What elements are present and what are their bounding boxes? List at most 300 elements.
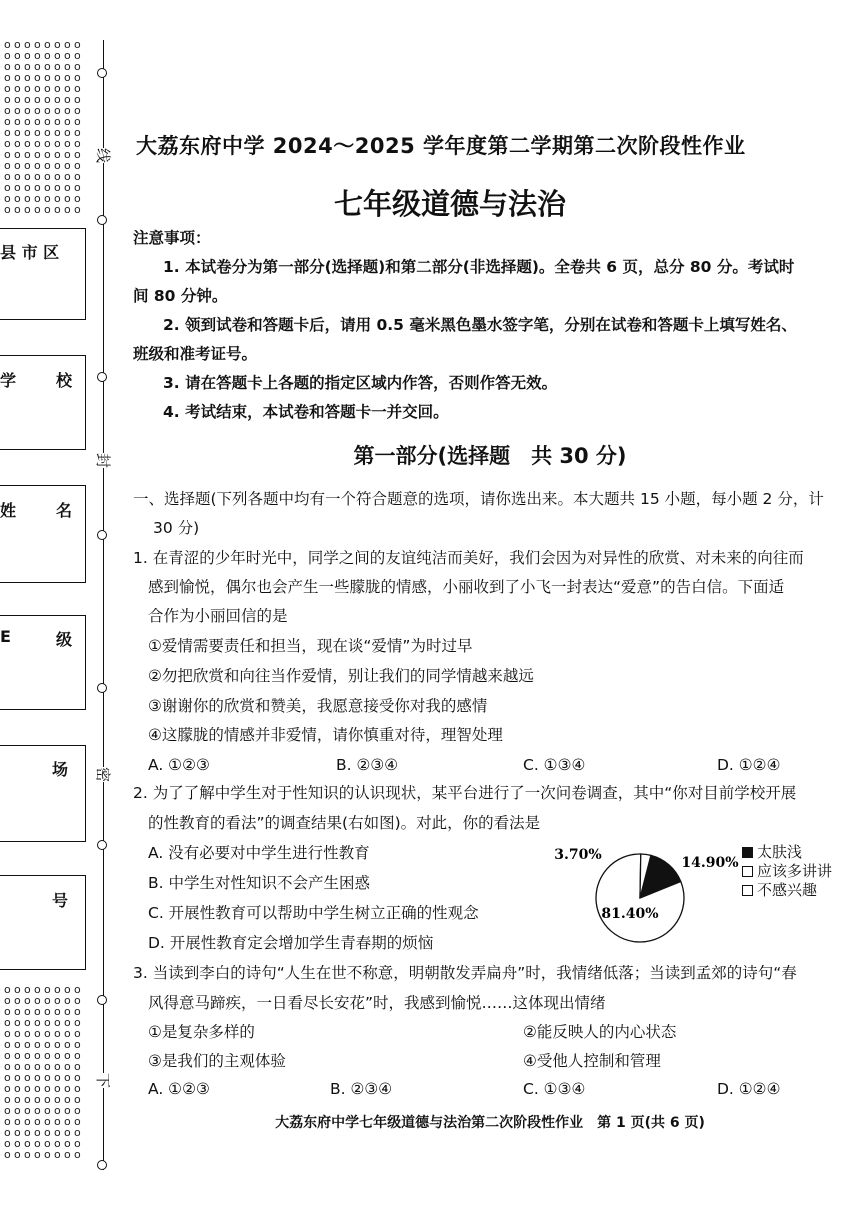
seal-hole: o (64, 1126, 71, 1139)
seal-hole: o (14, 1071, 21, 1084)
seal-hole: o (64, 148, 71, 161)
seal-hole: o (4, 1038, 11, 1051)
pie-label-1: 81.40% (601, 906, 659, 922)
seal-hole: o (74, 126, 81, 139)
seal-hole: o (24, 1104, 31, 1117)
seal-hole: o (4, 1126, 11, 1139)
seal-hole: o (34, 1082, 41, 1095)
seal-hole: o (14, 1093, 21, 1106)
seal-hole: o (64, 1093, 71, 1106)
seal-hole: o (24, 71, 31, 84)
seal-hole: o (24, 1137, 31, 1150)
seal-hole: o (44, 170, 51, 183)
seal-hole: o (4, 159, 11, 172)
seal-hole: o (54, 71, 61, 84)
seal-hole: o (4, 115, 11, 128)
q3-item: ①是复杂多样的 (148, 1023, 255, 1041)
seal-hole: o (64, 1038, 71, 1051)
seal-hole: o (34, 203, 41, 216)
field-label-county: 县 市 区 (0, 243, 60, 262)
seal-hole: o (4, 192, 11, 205)
seal-hole: o (4, 148, 11, 161)
seal-hole: o (4, 126, 11, 139)
seal-hole: o (74, 1093, 81, 1106)
seal-hole: o (74, 1049, 81, 1062)
seal-hole: o (34, 1104, 41, 1117)
seal-hole: o (74, 1126, 81, 1139)
seal-hole: o (44, 1148, 51, 1161)
seal-hole: o (34, 1093, 41, 1106)
seal-hole: o (74, 1148, 81, 1161)
seal-hole: o (14, 82, 21, 95)
field-box-room[interactable] (0, 745, 86, 842)
seal-hole: o (14, 1115, 21, 1128)
seal-hole: o (34, 1060, 41, 1073)
seal-hole: o (64, 137, 71, 150)
field-label-seat: 号 (52, 891, 69, 910)
seal-hole: o (44, 1126, 51, 1139)
field-box-class[interactable] (0, 615, 86, 710)
field-label-name-a: 姓 (0, 501, 17, 520)
seal-hole: o (4, 60, 11, 73)
seal-hole: o (64, 1115, 71, 1128)
seal-hole: o (4, 1060, 11, 1073)
seal-circle (97, 995, 107, 1005)
seal-hole: o (54, 82, 61, 95)
seal-hole: o (74, 1071, 81, 1084)
seal-hole: o (44, 148, 51, 161)
seal-hole: o (44, 1093, 51, 1106)
seal-hole: o (24, 1071, 31, 1084)
seal-hole: o (74, 203, 81, 216)
seal-hole: o (34, 82, 41, 95)
q1-stem: 感到愉悦，偶尔也会产生一些朦胧的情感，小丽收到了小飞一封表达“爱意”的告白信。下面适 (148, 578, 785, 596)
seal-hole: o (14, 1049, 21, 1062)
seal-hole: o (44, 71, 51, 84)
notice-line: 4. 考试结束，本试卷和答题卡一并交回。 (163, 403, 449, 421)
seal-hole: o (24, 1115, 31, 1128)
seal-hole: o (4, 203, 11, 216)
legend-item: 应该多讲讲 (742, 862, 832, 881)
seal-hole: o (34, 159, 41, 172)
seal-hole: o (54, 148, 61, 161)
seal-hole: o (44, 1049, 51, 1062)
q3-option-a[interactable]: A. ①②③ (148, 1080, 210, 1098)
school-title: 大荔东府中学 2024～2025 学年度第二学期第二次阶段性作业 (136, 134, 746, 158)
seal-hole: o (54, 60, 61, 73)
seal-hole: o (4, 181, 11, 194)
seal-hole: o (74, 1115, 81, 1128)
seal-hole: o (44, 181, 51, 194)
seal-hole: o (14, 181, 21, 194)
seal-hole: o (34, 1148, 41, 1161)
seal-hole: o (24, 104, 31, 117)
seal-hole: o (34, 38, 41, 51)
q3-stem: 风得意马蹄疾，一日看尽长安花”时，我感到愉悦……这体现出情绪 (148, 994, 606, 1012)
seal-hole: o (54, 1148, 61, 1161)
seal-hole: o (54, 38, 61, 51)
seal-hole: o (54, 1093, 61, 1106)
seal-hole: o (54, 1137, 61, 1150)
seal-hole: o (44, 93, 51, 106)
seal-hole: o (64, 82, 71, 95)
seal-hole: o (24, 115, 31, 128)
seal-hole: o (24, 82, 31, 95)
seal-hole: o (34, 1038, 41, 1051)
seal-hole: o (44, 1104, 51, 1117)
seal-hole: o (74, 38, 81, 51)
seal-hole: o (34, 181, 41, 194)
seal-hole: o (54, 104, 61, 117)
seal-hole: o (4, 1005, 11, 1018)
seal-hole: o (44, 1016, 51, 1029)
q3-stem: 3. 当读到李白的诗句“人生在世不称意，明朝散发弄扁舟”时，我情绪低落；当读到孟郊的诗句“春 (133, 964, 797, 982)
seal-hole: o (54, 1082, 61, 1095)
seal-hole: o (64, 1049, 71, 1062)
pie-label-0: 14.90% (681, 855, 739, 871)
seal-hole: o (34, 1071, 41, 1084)
seal-hole: o (54, 203, 61, 216)
seal-hole: o (54, 93, 61, 106)
seal-hole: o (64, 203, 71, 216)
seal-hole: o (24, 1093, 31, 1106)
seal-hole: o (4, 994, 11, 1007)
seal-hole: o (74, 1104, 81, 1117)
seal-hole: o (14, 1137, 21, 1150)
seal-hole: o (24, 137, 31, 150)
seal-hole: o (74, 1038, 81, 1051)
seal-hole: o (14, 104, 21, 117)
q1-item: ①爱情需要责任和担当，现在谈“爱情”为时过早 (148, 637, 473, 655)
seal-hole: o (54, 1016, 61, 1029)
seal-hole: o (4, 93, 11, 106)
section-instruction: 30 分) (153, 519, 200, 537)
seal-holes-bottom (0, 985, 84, 1160)
seal-char-xia: 下 (94, 1072, 113, 1089)
seal-hole: o (34, 1049, 41, 1062)
seal-hole: o (74, 137, 81, 150)
seal-hole: o (44, 82, 51, 95)
legend-swatch (742, 866, 753, 877)
seal-hole: o (24, 994, 31, 1007)
q1-item: ②勿把欣赏和向往当作爱情，别让我们的同学情越来越远 (148, 667, 534, 685)
legend-item: 太肤浅 (742, 843, 832, 862)
notice-heading: 注意事项： (133, 229, 211, 247)
seal-hole: o (24, 1082, 31, 1095)
seal-hole: o (34, 1016, 41, 1029)
seal-hole: o (44, 38, 51, 51)
seal-hole: o (74, 1137, 81, 1150)
seal-hole: o (44, 994, 51, 1007)
seal-hole: o (64, 192, 71, 205)
seal-hole: o (34, 1137, 41, 1150)
seal-hole: o (74, 1027, 81, 1040)
seal-hole: o (54, 126, 61, 139)
seal-hole: o (14, 1038, 21, 1051)
seal-hole: o (14, 1016, 21, 1029)
seal-hole: o (64, 994, 71, 1007)
notice-line: 间 80 分钟。 (133, 287, 228, 305)
seal-hole: o (54, 994, 61, 1007)
seal-circle (97, 683, 107, 693)
seal-char-feng: 封 (94, 452, 113, 469)
seal-hole: o (54, 983, 61, 996)
seal-hole: o (54, 1071, 61, 1084)
pie-chart (554, 840, 750, 950)
seal-hole: o (44, 137, 51, 150)
seal-hole: o (74, 994, 81, 1007)
seal-hole: o (54, 1027, 61, 1040)
seal-hole: o (34, 137, 41, 150)
seal-hole: o (34, 93, 41, 106)
seal-hole: o (24, 181, 31, 194)
q1-item: ④这朦胧的情感并非爱情，请你慎重对待，理智处理 (148, 726, 503, 744)
seal-hole: o (14, 1126, 21, 1139)
q3-item: ②能反映人的内心状态 (523, 1023, 677, 1041)
seal-hole: o (24, 983, 31, 996)
seal-hole: o (24, 38, 31, 51)
seal-hole: o (44, 1137, 51, 1150)
seal-hole: o (24, 148, 31, 161)
seal-hole: o (44, 203, 51, 216)
seal-hole: o (64, 181, 71, 194)
seal-hole: o (24, 1148, 31, 1161)
seal-hole: o (54, 1115, 61, 1128)
seal-hole: o (14, 203, 21, 216)
seal-hole: o (24, 1038, 31, 1051)
seal-hole: o (64, 170, 71, 183)
section-instruction: 一、选择题(下列各题中均有一个符合题意的选项，请你选出来。本大题共 15 小题，每小题 2 分，计 (133, 490, 824, 508)
seal-hole: o (24, 1027, 31, 1040)
seal-hole: o (14, 159, 21, 172)
seal-hole: o (54, 1060, 61, 1073)
seal-hole: o (64, 1071, 71, 1084)
seal-hole: o (34, 170, 41, 183)
q3-item: ③是我们的主观体验 (148, 1052, 286, 1070)
seal-hole: o (74, 181, 81, 194)
q2-stem: 2. 为了了解中学生对于性知识的认识现状，某平台进行了一次问卷调查，其中“你对目前学校开展 (133, 784, 797, 802)
seal-hole: o (54, 1038, 61, 1051)
seal-hole: o (24, 159, 31, 172)
seal-hole: o (54, 1005, 61, 1018)
seal-hole: o (34, 115, 41, 128)
seal-hole: o (4, 1082, 11, 1095)
seal-hole: o (74, 1082, 81, 1095)
seal-hole: o (44, 126, 51, 139)
seal-hole: o (14, 1082, 21, 1095)
seal-hole: o (74, 1016, 81, 1029)
seal-hole: o (24, 192, 31, 205)
q3-option-c[interactable]: C. ①③④ (523, 1080, 586, 1098)
q1-stem: 1. 在青涩的少年时光中，同学之间的友谊纯洁而美好，我们会因为对异性的欣赏、对未来的向往而 (133, 549, 804, 567)
section-title: 第一部分(选择题 共 30 分) (353, 444, 627, 468)
seal-hole: o (64, 104, 71, 117)
seal-hole: o (24, 1126, 31, 1139)
seal-hole: o (64, 1027, 71, 1040)
seal-hole: o (74, 115, 81, 128)
seal-hole: o (74, 93, 81, 106)
notice-line: 2. 领到试卷和答题卡后，请用 0.5 毫米黑色墨水签字笔，分别在试卷和答题卡上填写姓名、 (163, 316, 797, 334)
q3-item: ④受他人控制和管理 (523, 1052, 661, 1070)
seal-hole: o (34, 60, 41, 73)
seal-circle (97, 530, 107, 540)
seal-hole: o (74, 983, 81, 996)
seal-hole: o (34, 104, 41, 117)
seal-hole: o (64, 1082, 71, 1095)
q3-option-d[interactable]: D. ①②④ (717, 1080, 781, 1098)
seal-hole: o (64, 1104, 71, 1117)
seal-hole: o (64, 983, 71, 996)
q1-item: ③谢谢你的欣赏和赞美，我愿意接受你对我的感情 (148, 697, 488, 715)
seal-hole: o (64, 71, 71, 84)
seal-hole: o (44, 1115, 51, 1128)
seal-hole: o (14, 1005, 21, 1018)
q1-stem: 合作为小丽回信的是 (148, 607, 288, 625)
seal-hole: o (4, 104, 11, 117)
seal-hole: o (14, 1027, 21, 1040)
seal-hole: o (34, 1005, 41, 1018)
seal-hole: o (14, 60, 21, 73)
seal-hole: o (54, 1104, 61, 1117)
field-label-school-b: 校 (56, 371, 73, 390)
seal-hole: o (4, 1027, 11, 1040)
seal-hole: o (64, 49, 71, 62)
seal-hole: o (74, 104, 81, 117)
seal-hole: o (24, 203, 31, 216)
seal-hole: o (64, 38, 71, 51)
q2-option[interactable]: C. 开展性教育可以帮助中学生树立正确的性观念 (148, 904, 479, 922)
seal-hole: o (54, 1126, 61, 1139)
seal-hole: o (54, 137, 61, 150)
q2-option[interactable]: D. 开展性教育定会增加学生青春期的烦恼 (148, 934, 434, 952)
seal-hole: o (4, 1148, 11, 1161)
seal-hole: o (4, 1071, 11, 1084)
seal-circle (97, 68, 107, 78)
seal-hole: o (14, 126, 21, 139)
seal-hole: o (4, 49, 11, 62)
legend-item: 不感兴趣 (742, 881, 832, 900)
seal-circle (97, 840, 107, 850)
seal-hole: o (34, 148, 41, 161)
pie-label-2: 3.70% (554, 847, 602, 863)
notice-line: 班级和准考证号。 (133, 345, 258, 363)
q2-stem: 的性教育的看法”的调查结果(右如图)。对此，你的看法是 (148, 814, 541, 832)
seal-hole: o (74, 82, 81, 95)
pie-legend (742, 843, 832, 900)
seal-hole: o (34, 983, 41, 996)
seal-hole: o (24, 49, 31, 62)
seal-circle (97, 372, 107, 382)
seal-hole: o (44, 104, 51, 117)
seal-hole: o (34, 1027, 41, 1040)
seal-hole: o (24, 93, 31, 106)
seal-hole: o (14, 115, 21, 128)
seal-hole: o (14, 1148, 21, 1161)
seal-hole: o (64, 1005, 71, 1018)
seal-hole: o (64, 60, 71, 73)
seal-hole: o (14, 192, 21, 205)
seal-hole: o (44, 1027, 51, 1040)
seal-hole: o (34, 49, 41, 62)
seal-hole: o (4, 1049, 11, 1062)
q3-option-b[interactable]: B. ②③④ (330, 1080, 393, 1098)
field-box-seat[interactable] (0, 875, 86, 970)
seal-hole: o (4, 71, 11, 84)
seal-hole: o (44, 1071, 51, 1084)
seal-hole: o (34, 1115, 41, 1128)
seal-hole: o (14, 1104, 21, 1117)
seal-hole: o (14, 71, 21, 84)
seal-hole: o (54, 115, 61, 128)
q1-option-d[interactable]: D. ①②④ (717, 756, 781, 774)
q2-option[interactable]: A. 没有必要对中学生进行性教育 (148, 844, 370, 862)
q1-option-a[interactable]: A. ①②③ (148, 756, 210, 774)
seal-hole: o (4, 1104, 11, 1117)
seal-hole: o (54, 49, 61, 62)
seal-hole: o (24, 1049, 31, 1062)
q1-option-b[interactable]: B. ②③④ (336, 756, 399, 774)
seal-hole: o (34, 126, 41, 139)
field-label-class-a: E (0, 627, 11, 646)
seal-hole: o (64, 126, 71, 139)
seal-hole: o (34, 71, 41, 84)
seal-hole: o (64, 93, 71, 106)
q2-option[interactable]: B. 中学生对性知识不会产生困惑 (148, 874, 370, 892)
field-label-school-a: 学 (0, 371, 17, 390)
seal-hole: o (34, 994, 41, 1007)
seal-hole: o (24, 60, 31, 73)
seal-hole: o (74, 60, 81, 73)
seal-hole: o (24, 1060, 31, 1073)
seal-hole: o (74, 1060, 81, 1073)
seal-hole: o (64, 159, 71, 172)
notice-line: 3. 请在答题卡上各题的指定区域内作答，否则作答无效。 (163, 374, 558, 392)
seal-hole: o (74, 49, 81, 62)
seal-hole: o (14, 49, 21, 62)
seal-hole: o (14, 137, 21, 150)
seal-hole: o (74, 170, 81, 183)
seal-char-mi: 密 (94, 766, 113, 783)
seal-hole: o (4, 1016, 11, 1029)
seal-hole: o (4, 1093, 11, 1106)
seal-hole: o (54, 170, 61, 183)
seal-circle (97, 1160, 107, 1170)
seal-hole: o (4, 1137, 11, 1150)
seal-hole: o (4, 38, 11, 51)
seal-hole: o (44, 1038, 51, 1051)
seal-hole: o (34, 1126, 41, 1139)
seal-hole: o (14, 994, 21, 1007)
q1-option-c[interactable]: C. ①③④ (523, 756, 586, 774)
field-label-room: 场 (52, 760, 69, 779)
seal-hole: o (44, 1005, 51, 1018)
seal-hole: o (44, 159, 51, 172)
legend-swatch (742, 885, 753, 896)
seal-hole: o (4, 170, 11, 183)
legend-swatch (742, 847, 753, 858)
seal-hole: o (44, 1060, 51, 1073)
seal-hole: o (64, 1137, 71, 1150)
seal-hole: o (4, 82, 11, 95)
seal-hole: o (74, 71, 81, 84)
seal-hole: o (74, 192, 81, 205)
seal-hole: o (64, 1016, 71, 1029)
seal-hole: o (74, 1005, 81, 1018)
seal-hole: o (44, 60, 51, 73)
seal-hole: o (14, 983, 21, 996)
field-label-class-b: 级 (56, 630, 73, 649)
seal-hole: o (14, 170, 21, 183)
